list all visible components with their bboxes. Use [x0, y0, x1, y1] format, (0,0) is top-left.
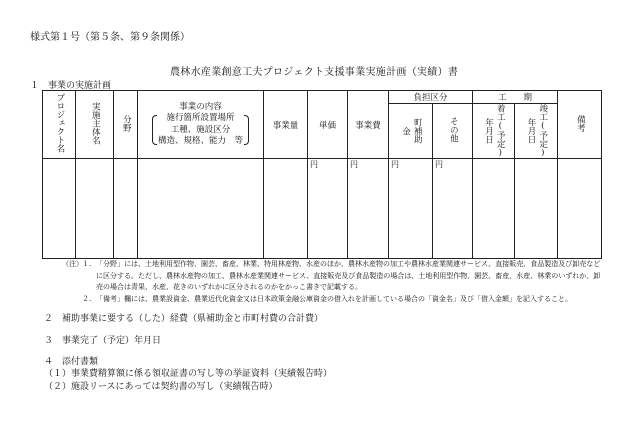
col-project-cost: 事業費: [348, 91, 389, 159]
col-content-line2: 工種、施設区分: [170, 124, 231, 135]
col-project-name-label: プロジェクト名: [54, 93, 65, 153]
col-town-subsidy-a: 町補助: [412, 118, 423, 144]
col-field: [114, 91, 138, 159]
plan-table: [42, 90, 602, 259]
notes-lead: （注）: [62, 260, 83, 268]
col-town-subsidy: [389, 104, 433, 159]
col-implementer-label: 実施主体名: [90, 101, 101, 145]
col-unit-price: 単価: [308, 91, 348, 159]
attachment-item-1: （１）事業費精算額に係る領収証書の写し等の挙証資料（実績報告時）: [44, 369, 333, 379]
cell-town-subsidy: 円: [389, 159, 433, 259]
section2: ２ 補助事業に要する（した）経費（県補助金と市町村費の合計費）: [44, 314, 324, 324]
col-implementer: [76, 91, 114, 159]
cell-other: 円: [433, 159, 473, 259]
col-content: [138, 91, 264, 159]
col-remarks-label: 備考: [575, 114, 586, 132]
col-quantity: 事業量: [264, 91, 308, 159]
cell-content: [138, 159, 264, 259]
col-content-line1: 施行箇所設置場所: [166, 113, 235, 124]
col-start: [473, 104, 515, 159]
cell-remarks: [558, 159, 602, 259]
col-field-label: 分野: [121, 114, 132, 132]
col-period: 工 期: [473, 91, 558, 104]
cell-start: [473, 159, 515, 259]
note-1-text: 「分野」には、土地利用型作物、園芸、畜産、林業、特用林産物、水産のほか、農林水産物の加工や農林水産業関連サービス、直接販売、食品製造及び卸売などに区分する。ただし、農林水産物の加工、農林水産業関連サービス、直接販売及び食品製造の場合は、土地利用型作物、園芸、畜産、水産、林業のいずれか、卸売の場合は青果、水産、花きのいずれかに区分されるのかをかっこ書きで記載する。: [96, 260, 601, 291]
col-project-name: [43, 91, 76, 159]
col-end-a: 竣工(予定): [537, 104, 548, 158]
cell-implementer: [76, 159, 114, 259]
col-start-b: 年月日: [483, 118, 494, 144]
section4-heading: ４ 添付書類: [44, 357, 99, 367]
note-2-text: 「備考」欄には、農業設資金、農業近代化資金又は日本政策金融公庫資金の借入れを計画している場合の「資金名」及び「借入金額」を記入すること。: [96, 294, 572, 303]
attachment-item-2: （２）施設リースにあっては契約書の写し（実績報告時）: [44, 382, 278, 392]
cell-project-cost: 円: [348, 159, 389, 259]
cell-field: [114, 159, 138, 259]
document-title: 農林水産業創意工夫プロジェクト支援事業実施計画（実績）書: [170, 67, 459, 78]
col-end: [515, 104, 558, 159]
table-row: [43, 159, 602, 259]
col-remarks: [558, 91, 602, 159]
col-start-a: 着工(予定): [495, 104, 506, 158]
col-other: [433, 104, 473, 159]
col-content-line3: 構造、規格、能力 等: [157, 135, 243, 146]
section3: ３ 事業完了（予定）年月日: [44, 336, 162, 346]
col-end-b: 年月日: [526, 118, 536, 144]
note-1-num: １.: [82, 260, 92, 268]
col-other-label: その他: [448, 116, 459, 143]
form-number: 様式第１号（第５条、第９条関係）: [30, 32, 190, 43]
cell-unit-price: 円: [308, 159, 348, 259]
note-2-num: ２.: [82, 294, 92, 303]
cell-quantity: [264, 159, 308, 259]
notes: [62, 259, 602, 305]
content-brace: [152, 113, 249, 146]
cell-end: [515, 159, 558, 259]
col-burden: 負担区分: [389, 91, 473, 104]
section1-heading: １ 事業の実施計画: [30, 81, 112, 91]
col-town-subsidy-b: 金: [400, 126, 411, 136]
col-content-title: 事業の内容: [179, 102, 222, 113]
cell-project-name: [43, 159, 76, 259]
